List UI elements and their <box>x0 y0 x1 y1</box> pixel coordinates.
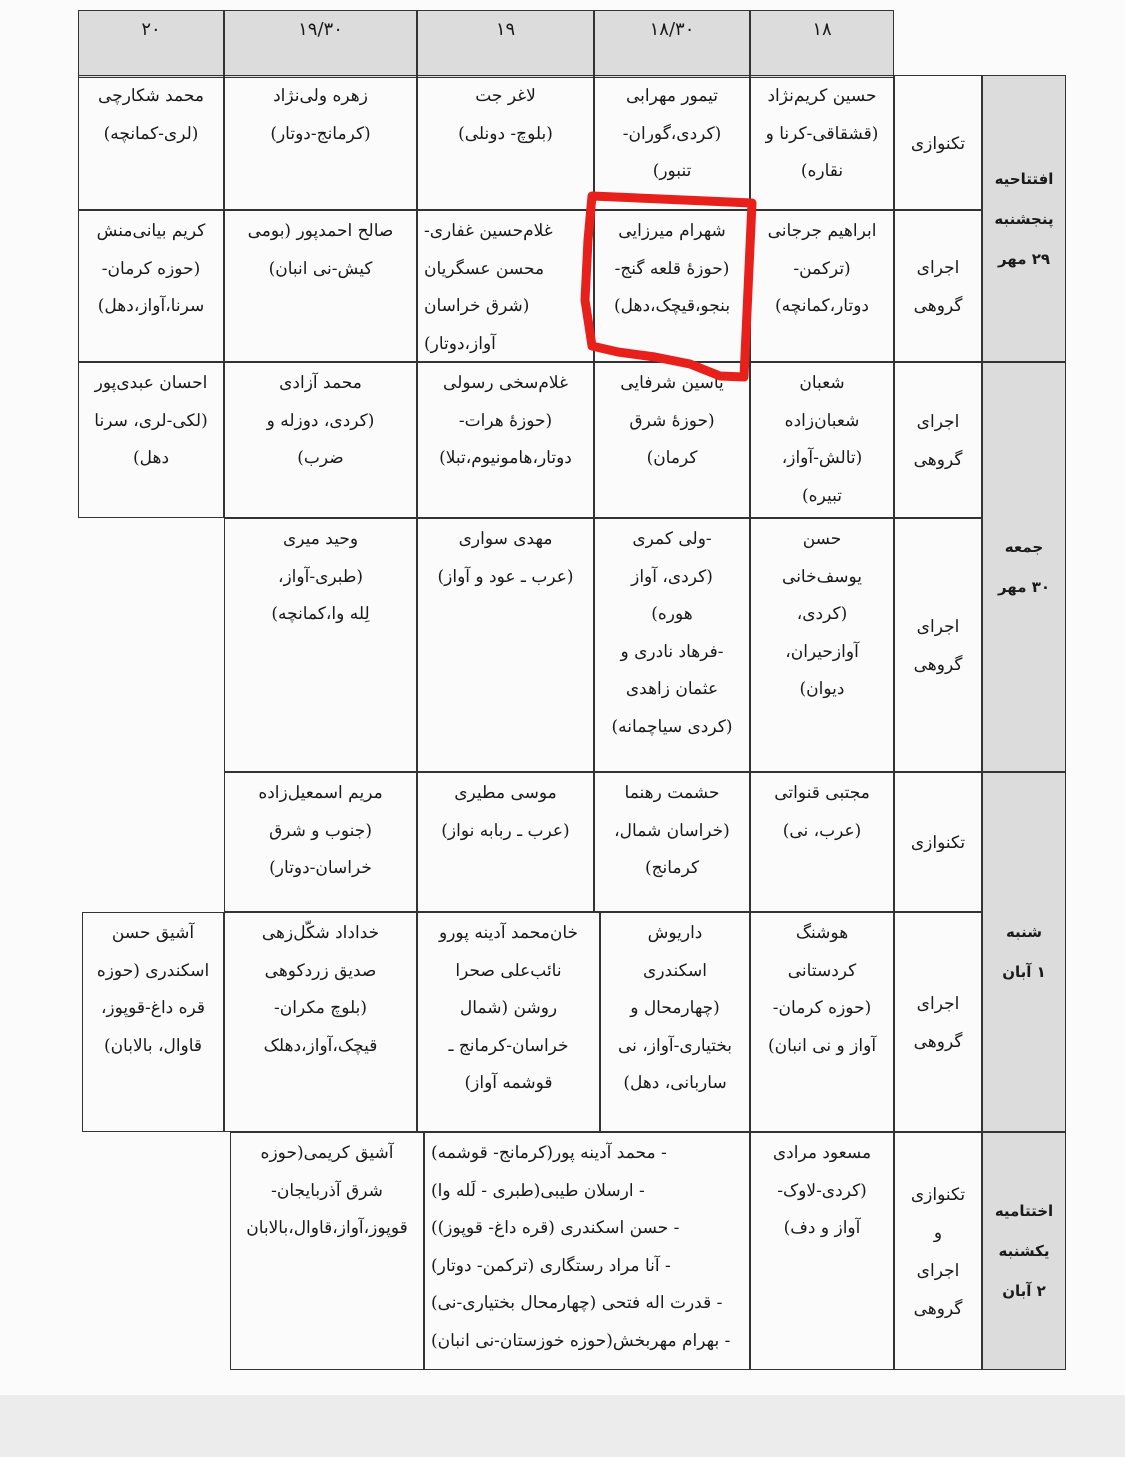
performance-type-cell <box>894 210 982 362</box>
cell-line: تکنوازی <box>910 133 966 154</box>
cell-line: محمد شکارچی <box>98 86 204 106</box>
performance-type-cell <box>894 912 982 1132</box>
cell-line: ساربانی، دهل) <box>623 1073 727 1093</box>
performer-cell <box>78 210 224 362</box>
cell-line: (عرب ـ عود و آواز) <box>437 566 574 587</box>
cell-line: (حوزهٔ هرات- <box>458 410 553 431</box>
cell-line: اجرای <box>916 258 960 278</box>
cell-line: ۲۹ مهر <box>997 249 1051 268</box>
cell-line: - بهرام مهربخش(حوزه خوزستان-نی انبان) <box>431 1330 731 1351</box>
cell-line: وحید میری <box>282 529 359 549</box>
cell-line: اجرای <box>916 1261 960 1281</box>
performer-cell <box>417 210 594 362</box>
performer-cell <box>600 912 750 1132</box>
cell-line: (لکی-لری، سرنا <box>94 410 208 431</box>
performer-cell <box>594 362 750 518</box>
cell-line: ۱ آبان <box>1002 963 1046 981</box>
cell-line: آشیق کریمی(حوزه <box>260 1143 394 1163</box>
cell-line: آواز و نی انبان) <box>767 1035 877 1056</box>
cell-line: دوتار،هامونیوم،تبلا) <box>439 448 572 468</box>
performer-cell <box>224 75 417 210</box>
performer-cell <box>750 75 894 210</box>
cell-line: لاغر جت <box>475 86 536 106</box>
day-cell-friday <box>982 362 1066 772</box>
performance-type-cell <box>894 772 982 912</box>
cell-line: (ترکمن- <box>793 258 851 279</box>
performer-cell <box>594 75 750 210</box>
cell-line: دهل) <box>132 448 170 468</box>
cell-line: حشمت رهنما <box>624 783 720 803</box>
cell-line: گروهی <box>913 1299 963 1319</box>
cell-line: -فرهاد نادری و <box>620 641 724 662</box>
performer-cell <box>750 518 894 772</box>
cell-line: لِله وا،کمانچه) <box>271 604 370 624</box>
day-cell-saturday <box>982 772 1066 1132</box>
cell-line: داریوش <box>647 923 703 943</box>
cell-line: تبیره) <box>802 485 842 506</box>
cell-line: یوسف‌خانی <box>782 566 862 587</box>
cell-line: (کردی، دوزله و <box>266 410 375 431</box>
performer-cell <box>750 210 894 362</box>
cell-line: پنجشنبه <box>994 209 1054 228</box>
cell-line: قیچک،آواز،دهلک <box>263 1035 378 1056</box>
performer-cell <box>224 518 417 772</box>
cell-line: (چهارمحال و <box>630 998 720 1018</box>
cell-line: (حوزه کرمان- <box>101 258 201 279</box>
page-bottom-margin <box>0 1395 1125 1457</box>
cell-line: (حوزهٔ قلعه گنج- <box>614 258 730 279</box>
cell-line: غلام‌حسین غفاری- <box>424 221 553 241</box>
cell-line: - قدرت اله فتحی (چهارمحال بختیاری-نی) <box>431 1293 723 1313</box>
cell-line: گروهی <box>913 296 963 316</box>
cell-line: (کردی، آواز <box>631 566 713 587</box>
cell-line: محمد آزادی <box>279 373 362 393</box>
cell-line: - محمد آدینه پور(کرمانج- قوشمه) <box>431 1143 667 1163</box>
cell-line: گروهی <box>913 450 963 470</box>
performer-cell <box>417 75 594 210</box>
cell-line: قوپوز،آواز،قاوال،بالابان <box>246 1218 408 1238</box>
cell-line: سرنا،آواز،دهل) <box>97 296 205 316</box>
cell-line: و <box>933 1223 943 1243</box>
cell-line: حسن <box>802 529 842 549</box>
time-header: ۲۰ <box>78 10 224 78</box>
performer-cell <box>750 1132 894 1370</box>
cell-line: (عرب، نی) <box>782 820 862 841</box>
cell-line: (خراسان شمال، <box>614 820 730 841</box>
performance-type-cell <box>894 362 982 518</box>
cell-line: مهدی سواری <box>458 529 553 549</box>
cell-line: آوازحیران، <box>785 641 859 662</box>
cell-line: خراسان-کرمانج ـ <box>448 1035 569 1056</box>
performer-cell <box>750 772 894 912</box>
time-header: ۱۸ <box>750 10 894 78</box>
cell-line: (کردی، <box>796 604 848 624</box>
cell-line: (قشقاقی-کرنا و <box>765 123 879 144</box>
cell-line: اسکندری (حوزه <box>96 960 210 981</box>
cell-line: مجتبی قنواتی <box>774 783 870 803</box>
performer-cell <box>594 518 750 772</box>
cell-line: روشن (شمال <box>459 998 558 1018</box>
cell-line: آواز و دف) <box>783 1218 861 1238</box>
cell-line: (لری-کمانچه) <box>103 123 199 144</box>
cell-line: (عرب ـ ربابه نواز) <box>441 820 570 841</box>
cell-line: (کردی-لاوک- <box>777 1180 867 1201</box>
cell-line: دیوان) <box>799 679 845 699</box>
performer-cell <box>417 772 594 912</box>
cell-line: خراسان-دوتار) <box>269 858 372 878</box>
cell-line: گروهی <box>913 1032 963 1052</box>
cell-line: بنجو،قیچک،دهل) <box>613 296 731 316</box>
cell-line: گروهی <box>913 655 963 675</box>
cell-line: غلام‌سخی رسولی <box>443 373 568 393</box>
cell-line: آشیق حسن <box>111 923 195 943</box>
cell-line: اختتامیه <box>994 1202 1054 1220</box>
cell-line: (تالش-آواز، <box>781 448 863 468</box>
performer-cell <box>224 912 417 1132</box>
cell-line: تنبور) <box>652 161 692 181</box>
cell-line: صالح احمدپور (بومی <box>247 221 394 241</box>
cell-line: جمعه <box>1004 538 1044 556</box>
cell-line: مسعود مرادی <box>772 1143 872 1163</box>
cell-line: ۲ آبان <box>1002 1282 1046 1300</box>
cell-line: قره داغ-قوپوز، <box>100 998 206 1018</box>
performer-cell <box>78 75 224 210</box>
cell-line: هوره) <box>651 604 693 624</box>
performer-cell <box>417 362 594 518</box>
cell-line: یکشنبه <box>998 1242 1050 1260</box>
cell-line: قاوال، بالابان) <box>103 1035 203 1056</box>
performer-cell <box>424 1132 750 1370</box>
cell-line: محسن عسگریان <box>424 258 545 279</box>
performer-cell <box>750 362 894 518</box>
cell-line: بختیاری-آواز، نی <box>617 1035 733 1056</box>
cell-line: (بلوچ- دونلی) <box>458 123 553 144</box>
cell-line: دوتار،کمانچه) <box>775 296 869 316</box>
cell-line: (حوزهٔ شرق <box>629 410 715 431</box>
performer-cell <box>230 1132 424 1370</box>
performer-cell <box>417 518 594 772</box>
cell-line: تیمور مهرابی <box>625 86 719 106</box>
cell-line: (کردی،گوران- <box>622 123 722 144</box>
cell-line: کیش-نی انبان) <box>268 258 373 279</box>
cell-line: کردستانی <box>787 960 857 981</box>
cell-line: عثمان زاهدی <box>625 679 719 699</box>
cell-line: زهره ولی‌نژاد <box>273 86 368 106</box>
cell-line: (جنوب و شرق <box>269 820 372 841</box>
cell-line: شعبان <box>799 373 845 393</box>
cell-line: اجرای <box>916 994 960 1014</box>
time-header: ۱۸/۳۰ <box>594 10 750 78</box>
cell-line: (حوزه کرمان- <box>772 998 872 1018</box>
performance-type-cell <box>894 1132 982 1370</box>
performance-type-cell <box>894 518 982 772</box>
cell-line: هوشنگ <box>795 923 849 943</box>
performer-cell <box>750 912 894 1132</box>
performer-cell <box>417 912 600 1132</box>
cell-line: (بلوچ مکران- <box>274 998 367 1018</box>
performer-cell <box>82 912 224 1132</box>
cell-line: نقاره) <box>800 161 844 181</box>
cell-line: - آنا مراد رستگاری (ترکمن- دوتار) <box>431 1255 671 1276</box>
cell-line: تکنوازی <box>910 1185 966 1205</box>
cell-line: (شرق خراسان <box>424 296 530 316</box>
cell-line: اجرای <box>916 617 960 637</box>
cell-line: شرق آذربایجان- <box>271 1180 383 1201</box>
cell-line: شهرام میرزایی <box>618 221 726 241</box>
time-header: ۱۹ <box>417 10 594 78</box>
cell-line: حسین کریم‌نژاد <box>767 86 877 106</box>
cell-line: اسکندری <box>643 960 707 981</box>
cell-line: ابراهیم جرجانی <box>767 221 877 241</box>
cell-line: کرمان) <box>646 448 698 468</box>
day-cell-thursday <box>982 75 1066 362</box>
cell-line: تکنوازی <box>910 833 966 853</box>
cell-line: کرمانج) <box>644 858 700 878</box>
cell-line: (طبری-آواز، <box>277 566 364 587</box>
cell-line: -ولی کمری <box>632 529 712 549</box>
performer-cell <box>594 210 750 362</box>
performer-cell <box>224 362 417 518</box>
performer-cell <box>224 210 417 362</box>
performer-cell <box>78 362 224 518</box>
performer-cell <box>224 772 417 912</box>
performer-cell <box>594 772 750 912</box>
cell-line: خان‌محمد آدینه پورو <box>439 923 579 943</box>
cell-line: افتتاحیه <box>994 169 1054 188</box>
cell-line: موسی مطیری <box>454 783 557 803</box>
cell-line: احسان عبدی‌پور <box>94 373 208 393</box>
cell-line: قوشمه آواز) <box>464 1073 553 1093</box>
cell-line: (کرمانج-دوتار) <box>270 123 371 144</box>
cell-line: - حسن اسکندری (قره داغ- قوپوز)) <box>431 1218 680 1238</box>
cell-line: اجرای <box>916 412 960 432</box>
cell-line: ضرب) <box>297 448 344 468</box>
cell-line: صدیق زردکوهی <box>264 960 377 981</box>
cell-line: کریم بیانی‌منش <box>96 221 206 241</box>
cell-line: - ارسلان طیبی(طبری - لَله وا) <box>431 1180 645 1201</box>
cell-line: شنبه <box>1005 923 1043 941</box>
cell-line: آواز،دوتار) <box>424 333 496 354</box>
cell-line: شعبان‌زاده <box>784 410 860 431</box>
cell-line: نائب‌علی صحرا <box>455 960 562 981</box>
performance-type-cell <box>894 75 982 210</box>
cell-line: مریم اسمعیل‌زاده <box>258 783 383 803</box>
cell-line: یاسین شرفایی <box>620 373 724 393</box>
cell-line: ۳۰ مهر <box>997 578 1051 596</box>
time-header: ۱۹/۳۰ <box>224 10 417 78</box>
day-cell-sunday <box>982 1132 1066 1370</box>
cell-line: خداداد شکّل‌زهی <box>261 923 380 943</box>
cell-line: (کردی سیاچمانه) <box>611 716 733 737</box>
